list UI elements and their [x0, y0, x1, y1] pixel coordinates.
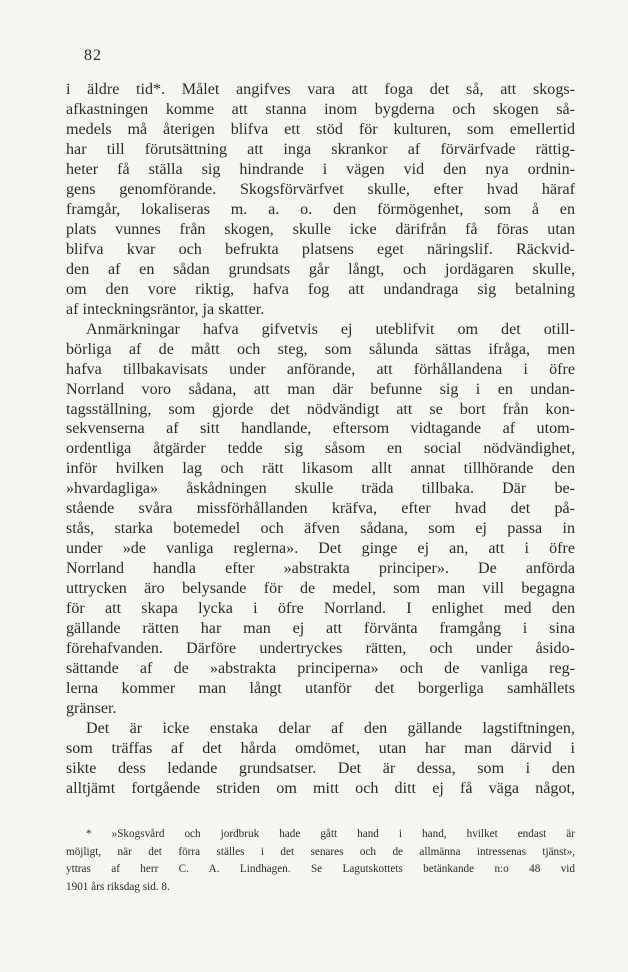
body-text — [66, 80, 575, 799]
text-line: uttrycken äro belysande för de medel, som man vill begagna — [66, 580, 575, 598]
text-line: tagsställning, som gjorde det nödvändigt att se bort från kon- — [66, 400, 575, 418]
text-line: under »de vanliga reglerna». Det ginge ej an, att i öfre — [66, 540, 575, 558]
text-line: förehafvanden. Därföre undertryckes rätten, och under åsido- — [66, 640, 575, 658]
text-line: sikte dess ledande grundsatser. Det är dessa, som i den — [66, 759, 575, 777]
page-number: 82 — [84, 47, 102, 64]
text-line: den af en sådan grundsats går långt, och jordägaren skulle, — [66, 260, 575, 278]
text-line: som träffas af det hårda omdömet, utan har man därvid i — [66, 739, 575, 757]
text-line: sekvenserna af sitt handlande, eftersom vidtagande af utom- — [66, 420, 575, 438]
text-line: alltjämt fortgående striden om mitt och ditt ej få väga något, — [66, 779, 575, 797]
text-line: blifva kvar och befrukta platsens eget näringslif. Räckvid- — [66, 240, 575, 258]
text-line: Det är icke enstaka delar af den gällande lagstiftningen, — [86, 720, 575, 737]
text-line: hafva tillbakavisats under anförande, att förhållandena i öfre — [66, 360, 575, 378]
text-line: »hvardagliga» åskådningen skulle träda tillbaka. Där be- — [66, 480, 575, 498]
text-line: ordentliga åtgärder tedde sig såsom en social nödvändighet, — [66, 440, 575, 458]
text-line: Norrland voro sådana, att man där befunne sig i en undan- — [66, 380, 575, 398]
text-line: gällande rätten har man ej att förvänta framgång i sina — [66, 620, 575, 638]
text-line: inför hvilken lag och rätt likasom allt annat tillhörande den — [66, 460, 575, 478]
text-line: Anmärkningar hafva gifvetvis ej uteblifvit om det otill- — [86, 320, 575, 338]
text-line: i äldre tid*. Målet angifves vara att foga det så, att skogs- — [66, 81, 575, 98]
text-line: börliga af de mått och steg, som sålunda sättas ifråga, men — [66, 340, 575, 358]
text-line: medels må återigen blifva ett stöd för kulturen, som emellertid — [66, 120, 575, 138]
text-line: heter få ställa sig hindrande i vägen vid den nya ordnin- — [66, 160, 575, 178]
text-line: sättande af de »abstrakta principerna» och de vanliga reg- — [66, 660, 575, 678]
text-line: stås, starka botemedel och äfven sådana, som ej passa in — [66, 520, 575, 538]
text-line: Norrland handla efter »abstrakta principer». De anförda — [66, 560, 575, 578]
text-line: lerna kommer man långt utanför det borgerliga samhällets — [66, 680, 575, 698]
footnote-line: yttras af herr C. A. Lindhagen. Se Lagutskottets betänkande n:o 48 vid — [66, 863, 575, 875]
text-line: framgår, lokaliseras m. a. o. den förmögenhet, som å en — [66, 200, 575, 218]
text-line: afkastningen komme att stanna inom bygderna och skogen så- — [66, 100, 575, 118]
text-line: för att skapa lycka i öfre Norrland. I enlighet med den — [66, 600, 575, 618]
text-line: om den vore riktig, hafva fog att undandraga sig betalning — [66, 280, 575, 298]
text-line: har till förutsättning att inga skrankor af förvärfvade rättig- — [66, 140, 575, 158]
text-line: gens genomförande. Skogsförvärfvet skulle, efter hvad häraf — [66, 180, 575, 198]
text-line: stående svåra missförhållanden kräfva, efter hvad det på- — [66, 500, 575, 518]
footnote — [66, 826, 575, 896]
text-line: plats vunnes från skogen, skulle icke därifrån få föras utan — [66, 220, 575, 238]
text-line: af inteckningsräntor, ja skatter. — [66, 300, 265, 318]
footnote-line: 1901 års riksdag sid. 8. — [66, 880, 170, 893]
text-line: gränser. — [66, 700, 117, 718]
footnote-line: möjligt, när det förra ställes i det senares och de allmänna intressenas tjänst», — [66, 845, 575, 858]
footnote-line: * »Skogsvård och jordbruk hade gått hand i hand, hvilket endast är — [86, 828, 575, 840]
